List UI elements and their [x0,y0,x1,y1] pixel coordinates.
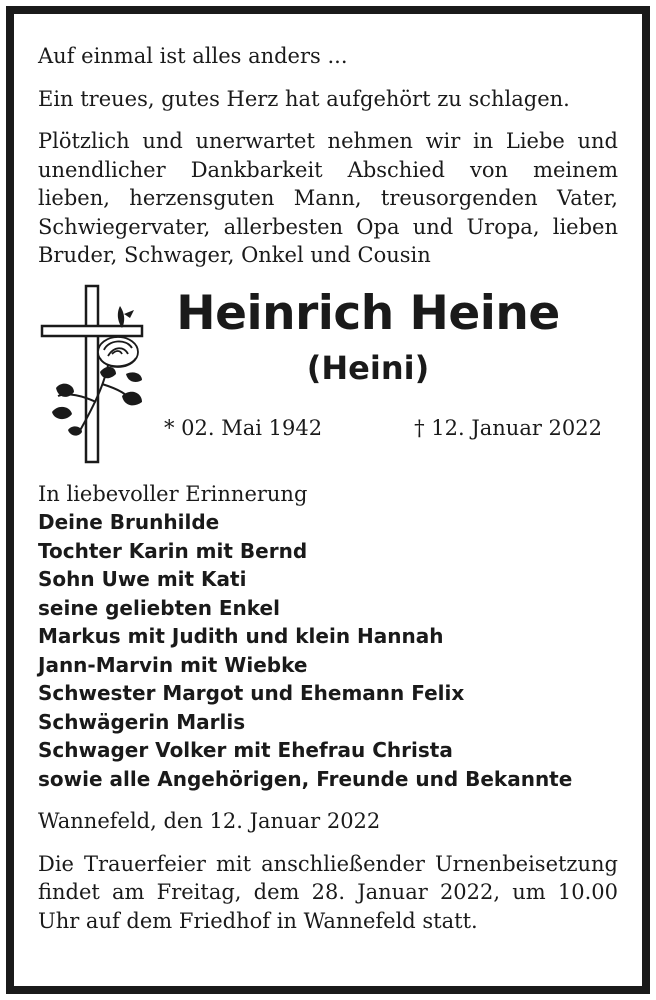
deceased-name: Heinrich Heine [176,285,560,341]
obituary-content [38,42,618,949]
name-block [38,284,618,480]
funeral-service-text: Die Trauerfeier mit anschließender Urnenbeisetzung findet am Freitag, dem 28. Januar 2022, um 10.00 Uhr auf dem Friedhof in Wannefeld statt. [38,851,618,933]
mourner-entry: Deine Brunhilde [38,510,220,534]
opening-line: Auf einmal ist alles anders ... [38,44,348,68]
mourner-entry: seine geliebten Enkel [38,595,280,620]
mourners-list [38,480,618,794]
mourner-entry: Markus mit Judith und klein Hannah [38,624,444,648]
mourners-intro: In liebevoller Erinnerung [38,481,308,506]
mourner-entry: Schwester Margot und Ehemann Felix [38,681,465,705]
life-dates [164,414,602,443]
birth-date: * 02. Mai 1942 [164,415,323,440]
mourner-entry: Sohn Uwe mit Kati [38,567,247,591]
deceased-nickname: (Heini) [306,348,430,387]
farewell-text: Plötzlich und unerwartet nehmen wir in Liebe und unendlicher Dankbarkeit Abschied von meinem lieben, herzensguten Mann, treusorgenden Vater, Schwiegervater, allerbesten Opa und Uropa, lieben Bruder, Schwager, Onkel und Cousin [38,129,618,267]
heart-line: Ein treues, gutes Herz hat aufgehört zu schlagen. [38,86,570,111]
death-date: † 12. Januar 2022 [414,415,602,440]
mourner-entry: Schwager Volker mit Ehefrau Christa [38,738,453,762]
obituary-frame [6,6,650,994]
mourner-entry: Schwägerin Marlis [38,709,246,734]
mourner-entry: sowie alle Angehörigen, Freunde und Bekannte [38,766,573,791]
mourner-entry: Tochter Karin mit Bernd [38,538,308,563]
mourner-entry: Jann-Marvin mit Wiebke [38,652,308,677]
place-date: Wannefeld, den 12. Januar 2022 [38,809,381,833]
